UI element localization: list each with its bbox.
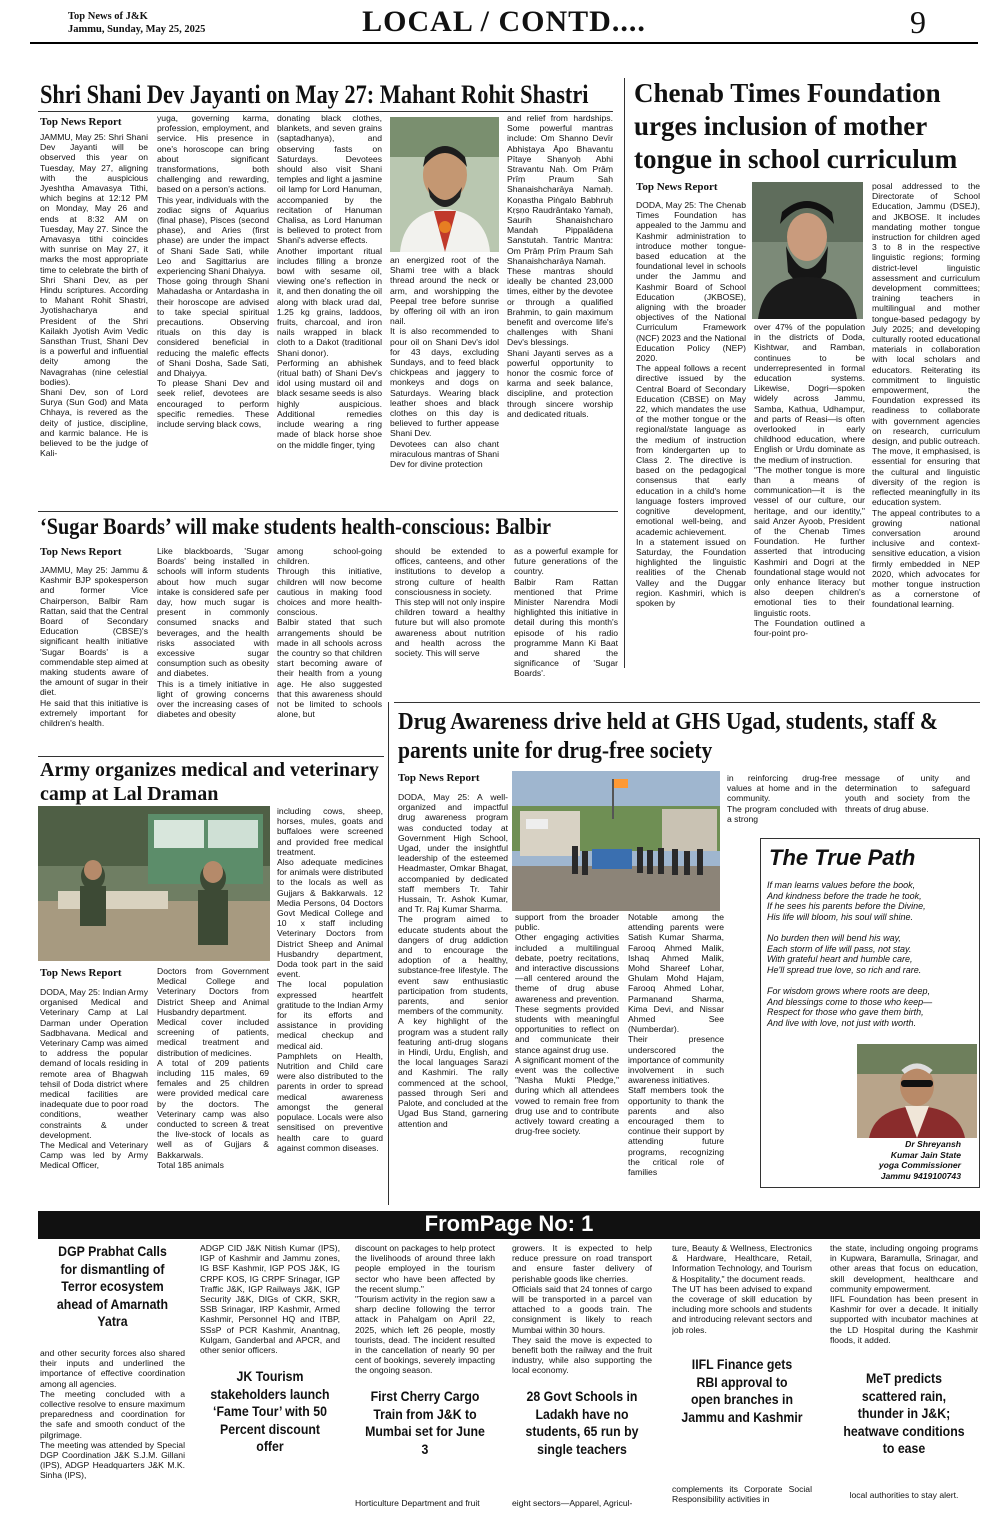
rule-shani [38, 111, 613, 112]
article-cherry-tail: Horticulture Department and fruit [355, 1498, 480, 1508]
article-sugar-col5: as a powerful example for future generations of the country. Balbir Ram Rattan mentioned that Prime Minister Narendra Modi highlighted this initiative in detail during this month's episode of his radio programme Mann Ki Baat and shared the significance of 'Sugar Boards'. [514, 546, 618, 679]
author-image [857, 1044, 977, 1138]
article-sugar-col3: among school-going children. Through this initiative, children will now become cautious in making food choices and more health-conscious. Balbir stated that such arrangements should be made in all schools across the country so that children start becoming aware of their health from a young age. He also suggested that this awareness should not be limited to schools alone, but [277, 546, 382, 720]
article-army-col2: Doctors from Government Medical College and Veterinary Doctors from District Sheep and Animal Husbandry department. Medical cover included screening of patients, medical treatment and distribution of medicines. A total of 209 patients including 115 males, 69 females and 25 children were provided medical care by the doctors. The Veterinary camp was also conducted to screen & treat the live-stock of locals as well as of Gujjars & Bakkarwals. Total 185 animals [157, 966, 269, 1170]
headline-shani: Shri Shani Dev Jayanti on May 27: Mahant Rohit Shastri [40, 80, 589, 109]
article-chenab-col2: over 47% of the population in the districts of Doda, Kishtwar, and Ramban, continues to be underrepresented in formal education systems. Likewise, Dogri—spoken widely across Jammu, Samba, Kathua, Udhampur, and parts of Reasi—is often overlooked in early childhood education, where English or Urdu dominate as the medium of instruction. "The mother tongue is more than a means of communication—it is the vessel of our culture, our heritage, and our identity," said Anzer Ayoob, President of the Chenab Times Foundation. He further asserted that introducing Kashmiri and Dogri at the foundational stage would not only enhance literacy but also deepen children's emotional ties to their linguistic roots. The Foundation outlined a four-point pro- [754, 322, 865, 639]
portrait-image-2 [752, 182, 863, 319]
article-shani-col2: yuga, governing karma, profession, employment, and service. His presence in one's horoscope can bring about significant transformations, both challenging and rewarding, based on a person's actions. This year, individuals with the zodiac signs of Aquarius (final phase), Pisces (second phase), and Aries (first phase) are under the impact of Shani Sade Sati, while Leo and Sagittarius are experiencing Shani Dhaiyya. Those going through Shani Mahadasha or Antardasha in their horoscope are advised to take special spiritual precautions. Observing rituals on this day is considered beneficial in reducing the malefic effects of Shani Dosha, Sade Sati, and Dhaiyya. To please Shani Dev and seek relief, devotees are encouraged to perform specific remedies. These include serving black cows, [157, 113, 269, 430]
article-drug-col4: in reinforcing drug-free values at home and in the community. The program concluded with a strong [727, 773, 837, 824]
article-iifl-tail: complements its Corporate Social Responsibility activities in [672, 1484, 812, 1505]
article-drug-col1: DODA, May 25: A well-organized and impactful drug awareness program was conducted today at Government High School, Ugad, under the insightful leadership of the esteemed Headmaster, Omkar Bhagat, accompanied by dedicated staff members Tr. Tahir Hussain, Tr. Ashok Kumar, and Tr. Raj Kumar Sharma. The program aimed to educate students about the dangers of drug addiction and to encourage the adoption of a healthy, substance-free lifestyle. The event saw enthusiastic participation from students, parents, and senior members of the community. A key highlight of the program was a student rally featuring anti-drug slogans in Hindi, Urdu, English, and the local languages Sarazi and Kashmiri. The rally commenced at the school, passed through Seri and Palote, and concluded at the Ugad Bus Stand, garnering attention and [398, 792, 508, 1129]
divider-mid [388, 702, 389, 1205]
article-drug-col3: Notable among the attending parents were Satish Kumar Sharma, Farooq Ahmed Malik, Ishaq Ahmed Malik, Mohd Shareef Lohar, Ghulam Mohd Hajam, Farooq Ahmed Lohar, Parmanand Sharma, Kima Devi, and Nissar Ahmed See (Numberdar). Their presence underscored the importance of community involvement in such awareness initiatives. Staff members took the opportunity to thank the parents and also encouraged them to continue their support by attending future programs, recognizing the critical role of families [628, 912, 724, 1178]
byline-shani: Top News Report [40, 116, 122, 128]
rally-image [512, 771, 720, 911]
camp-image [38, 806, 270, 961]
rule-sugar [38, 511, 618, 512]
photo-army-camp [38, 806, 270, 961]
photo-drug-rally [512, 771, 720, 911]
headline-cherry-train: First Cherry Cargo Train from J&K to Mumbai set for June 3 [365, 1388, 485, 1457]
headline-ladakh-schools: 28 Govt Schools in Ladakh have no students, 65 run by single teachers [525, 1388, 639, 1457]
headline-sugar: ‘Sugar Boards’ will make students health-conscious: Balbir [40, 514, 551, 539]
photo-shreyansh-jain [857, 1044, 977, 1138]
article-drug-col5: message of unity and determination to safeguard youth and society from the threats of drug abuse. [845, 773, 970, 814]
headline-iifl: IIFL Finance gets RBI approval to open branches in Jammu and Kashmir [681, 1356, 803, 1425]
from-page-banner: FromPage No: 1 [38, 1211, 980, 1239]
poem-stanza-3: For wisdom grows where roots are deep, And blessings come to those who keep— Respect for those who gave them birth, And live with love, not just with worth. [767, 986, 933, 1028]
byline-chenab: Top News Report [636, 181, 718, 193]
headline-drug: Drug Awareness drive held at GHS Ugad, students, staff & parents unite for drug-free society [398, 709, 938, 764]
rule-army [38, 756, 384, 757]
section-title: LOCAL / CONTD.... [362, 5, 646, 38]
article-army-col1: DODA, May 25: Indian Army organised Medical and Veterinary Camp at Lal Darman under Operation Sadbhavana. Medical and Veterinary Camp was aimed to address the popular demand of locals residing in remote area of Bhagwah tehsil of Doda district where medical facilities are inadequate due to poor road conditions, weather constraints & under development. The Medical and Veterinary Camp was led by Army Medical Officer, [40, 987, 148, 1171]
article-tourism-cont: discount on packages to help protect the livelihoods of around three lakh people employed in the tourism sector who have been affected by the recent slump." "Tourism activity in the region saw a sharp decline following the terror attack in Pahalgam on April 22, 2025, which left 26 people, mostly tourists, dead. The incident resulted in the cancellation of nearly 90 per cent of bookings, severely impacting the ongoing season. [355, 1243, 495, 1376]
headline-met: MeT predicts scattered rain, thunder in J&K; heatwave conditions to ease [843, 1370, 965, 1456]
page-number: 9 [910, 4, 926, 40]
article-ladakh-tail: eight sectors—Apparel, Agricul- [512, 1498, 633, 1508]
article-shani-col4: an energized root of the Shami tree with a black thread around the neck or arm, and worshipping the Peepal tree before sunrise by offering oil with an iron nail. It is also recommended to pour oil on Shani Dev's idol for 43 days, excluding Sundays, and to feed black chickpeas and jaggery to monkeys and dogs on Saturdays. Wearing black leather shoes and black clothes on this day is believed to further appease Shani Dev. Devotees can also chant miraculous mantras of Shani Dev for divine protection [390, 255, 499, 470]
divider-right [624, 78, 625, 668]
photo-mahant-rohit-shastri [390, 117, 499, 252]
poem-title: The True Path [769, 845, 916, 870]
masthead-paper-date: Top News of J&K Jammu, Sunday, May 25, 2025 [68, 11, 206, 35]
article-army-col3: including cows, sheep, horses, mules, goats and buffaloes were screened and provided free medical treatment. Also adequate medicines for animals were distributed to the locals as well as Gujjars & Bakkarwals. 12 Media Persons, 04 Doctors Govt Medical College and 10 x staff including Veterinary Doctors from District Sheep and Animal Husbandry department, Doda took part in the said event. The local population expressed heartfelt gratitude to the Indian Army for its efforts and assistance in providing medical checkup and medical aid. Pamphlets on Health, Nutrition and Child care were also distributed to the parents in order to spread medical awareness amongst the general populace. Locals were also sensitised on preventive health care to guard against common diseases. [277, 806, 383, 1153]
poem-stanza-1: If man learns values before the book, And kindness before the trade he took, If he sees his parents before the Divine, His life will bloom, his soul will shine. [767, 880, 926, 922]
headline-jk-tourism: JK Tourism stakeholders launch ‘Fame Tour’ with 50 Percent discount offer [210, 1368, 330, 1454]
article-cherry-cont: growers. It is expected to help reduce pressure on road transport and ensure faster delivery of perishable goods like cherries. Officials said that 24 tonnes of cargo will be transported in a parcel van attached to a goods train. The consignment is likely to reach Mumbai within 30 hours. They said the move is expected to benefit both the railway and the fruit industry, while also supporting the local economy. [512, 1243, 652, 1376]
article-dgp-cont: ADGP CID J&K Nitish Kumar (IPS), IGP of Kashmir and Jammu zones, IG BSF Kashmir, IGP POS J&K, IG CRPF KOS, IG CRPF Srinagar, IGP Traffic J&K, IGP Railways J&K, IGP Security J&K, DIGs of CKR, SKR, SSB Srinagar, IRP Kashmir, Armed Kashmir, Personnel HQ and ITBP, SSsP of PCR Kashmir, Anantnag, Kulgam, Ganderbal and APCR, and other senior officers. [200, 1243, 340, 1356]
photo-anzer-ayoob [752, 182, 863, 319]
rule-drug-top [394, 702, 980, 703]
article-chenab-col3: posal addressed to the Directorate of School Education, Jammu (DSEJ), and JKBOSE. It includes mandating mother tongue instruction for children aged 3 to 8 in the respective linguistic regions; forming district-level linguistic assessment and curriculum development committees; training teachers in multilingual and mother tongue-based pedagogy by July 2025; and developing culturally rooted educational materials in collaboration with local scholars and educators. Reiterating its commitment to linguistic empowerment, the Foundation expressed its readiness to collaborate with government agencies on research, curriculum design, and public outreach. The move, it emphasised, is essential for ensuring that the cultural and linguistic diversity of the region is reflected meaningfully in its education system. The appeal contributes to a growing national conversation around inclusive and context-sensitive education, a vision firmly embedded in NEP 2020, which advocates for mother tongue instruction as a cornerstone of foundational learning. [872, 181, 980, 610]
article-met-tail: local authorities to stay alert. [849, 1490, 959, 1500]
headline-dgp: DGP Prabhat Calls for dismantling of Terror ecosystem ahead of Amarnath Yatra [56, 1243, 169, 1329]
masthead [30, 0, 978, 44]
article-shani-col3: donating black clothes, blankets, and seven grains (saptadhanya), and observing fasts on Saturdays. Devotees should also visit Shani temples and light a jasmine oil lamp for Lord Hanuman, accompanied by the recitation of Hanuman Chalisa, as Lord Hanuman is believed to protect from Shani's adverse effects. Another important ritual includes filling a bronze bowl with sesame oil, viewing one's reflection in it, and then donating the oil along with black urad dal, 1.25 kg grains, laddoos, fruits, charcoal, and iron nails wrapped in black cloth to a Dakot (traditional Shani donor). Performing an abhishek (ritual bath) of Shani Dev's idol using mustard oil and black sesame seeds is also highly auspicious. Additional remedies include wearing a ring made of black horse shoe on the middle finger, tying [277, 113, 382, 450]
article-shani-col5: and relief from hardships. Some powerful mantras include: Om Shanno Devīr Abhiṣṭaya Āpo Bhavantu Pītaye Shanyoḥ Abhi Stravantu Naḥ. Om Prāṃ Prīṃ Praum Sah Shanaishcharāya Namaḥ. Koṇastha Piṅgalo Babhruḥ Kṛṣṇo Raudrāntako Yamaḥ, Saurih Shanaishcharo Mandah Pippalādena Sanstutah. Tantric Mantra: Om Prāṃ Prīṃ Praum Sah Shanaishcharāya Namah. These mantras should ideally be chanted 23,000 times, either by the devotee or through a qualified Brahmin, to gain maximum benefit and overcome life's challenges with Shani Dev's blessings. Shani Jayanti serves as a powerful opportunity to honor the cosmic force of karma and seek balance, discipline, and protection through sincere worship and dedicated rituals. [507, 113, 613, 419]
article-sugar-col4: should be extended to offices, canteens, and other institutions to develop a strong culture of health consciousness in society. This step will not only inspire children toward a healthy future but will also promote awareness about nutrition and health across the society. This will serve [395, 546, 505, 659]
poem-box [760, 838, 980, 1188]
article-drug-col2: support from the broader public. Other engaging activities included a multilingual debate, poetry recitations, and interactive discussions—all centered around the theme of drug abuse awareness and prevention. These segments provided students with meaningful opportunities to reflect on and communicate their stance against drug use. A significant moment of the event was the collective "Nasha Mukti Pledge," during which all attendees vowed to remain free from drug use and to contribute actively toward creating a drug-free society. [515, 912, 619, 1137]
byline-drug: Top News Report [398, 772, 480, 784]
byline-army: Top News Report [40, 967, 122, 979]
headline-army: Army organizes medical and veterinary camp at Lal Draman [40, 759, 379, 805]
article-shani-col1: JAMMU, May 25: Shri Shani Dev Jayanti will be observed this year on Tuesday, May 27, aligning with the auspicious Jyeshtha Amavasya Tithi, which begins at 12:12 PM on Monday, May 26 and ends at 8:32 AM on Tuesday, May 27. Since the Amavasya tithi coincides with sunrise on May 27, it marks the most appropriate time to celebrate the birth of Shri Shani Dev, as per Hindu scriptures. According to Mahant Rohit Shastri, Jyotishacharya and President of the Shri Kailakh Jyotish Avim Vedic Sansthan Trust, Shani Dev is a powerful and influential deity among the Navagrahas (nine celestial bodies). Shani Dev, son of Lord Surya (Sun God) and Mata Chhaya, is revered as the deity of justice, discipline, and karmic balance. He is believed to be the judge of Kali- [40, 132, 148, 459]
poem-stanza-2: No burden then will bend his way, Each storm of life will pass, not stay. With grateful heart and humble care, He'll spread true love, so rich and rare. [767, 933, 922, 975]
article-iifl-cont: the state, including ongoing programs in Kupwara, Baramulla, Srinagar, and other areas that focus on education, skill development, healthcare and community empowerment. IIFL Foundation has been present in Kashmir for over a decade. It initially supported with incubator machines at the LD Hospital during the Kashmir floods, it added. [830, 1243, 978, 1345]
portrait-image [390, 117, 499, 252]
poem-author: Dr Shreyansh Kumar Jain State yoga Commissioner Jammu 9419100743 [878, 1139, 961, 1181]
article-chenab-col1: DODA, May 25: The Chenab Times Foundation has appealed to the Jammu and Kashmir administration to introduce mother tongue-based education at the foundational level in schools under the Jammu and Kashmir Board of School Education (JKBOSE), aligning with the broader objectives of the National Curriculum Framework (NCF) 2023 and the National Education Policy (NEP) 2020. The appeal follows a recent directive issued by the Central Board of Secondary Education (CBSE) on May 22, which mandates the use of the mother tongue or the regional/state language as the medium of instruction from kindergarten up to Class 2. The directive is based on the pedagogical consensus that early education in a child's home language fosters improved cognitive development, emotional well-being, and academic achievement. In a statement issued on Saturday, the Foundation highlighted the linguistic realities of the Chenab Valley and the Duggar region. Kashmiri, which is spoken by [636, 200, 746, 608]
article-sugar-col1: JAMMU, May 25: Jammu & Kashmir BJP spokesperson and former Vice Chairperson, Balbir Ram Rattan, said that the Central Board of Secondary Education (CBSE)'s significant health initiative 'Sugar Boards' is a commendable step aimed at making students aware of the amount of sugar in their diet. He said that this initiative is extremely important for children's health. [40, 565, 148, 729]
article-dgp-body: and other security forces also shared their inputs and underlined the importance of effective coordination among all agencies. The meeting concluded with a collective resolve to ensure maximum preparedness and coordination for the safe and smooth conduct of the pilgrimage. The meeting was attended by Special DGP Coordination J&K S.J.M. Gillani (IPS), ADGP Headquarters J&K M.K. Sinha (IPS), [40, 1348, 185, 1481]
headline-chenab: Chenab Times Foundation urges inclusion of mother tongue in school curriculum [634, 78, 958, 174]
byline-sugar: Top News Report [40, 546, 122, 558]
article-ladakh-cont: ture, Beauty & Wellness, Electronics & Hardware, Healthcare, Retail, Information Technology, and Tourism & Hospitality," the document reads. The UT has been advised to expand the coverage of skill education by including more schools and students and introducing relevant sectors and job roles. [672, 1243, 812, 1335]
article-sugar-col2: Like blackboards, 'Sugar Boards' being installed in schools will inform students about how much sugar intake is considered safe per day, how much sugar is present in commonly consumed snacks and beverages, and the health risks associated with excessive sugar consumption such as obesity and diabetes. This is a timely initiative in light of growing concerns over the increasing cases of diabetes and obesity [157, 546, 269, 720]
